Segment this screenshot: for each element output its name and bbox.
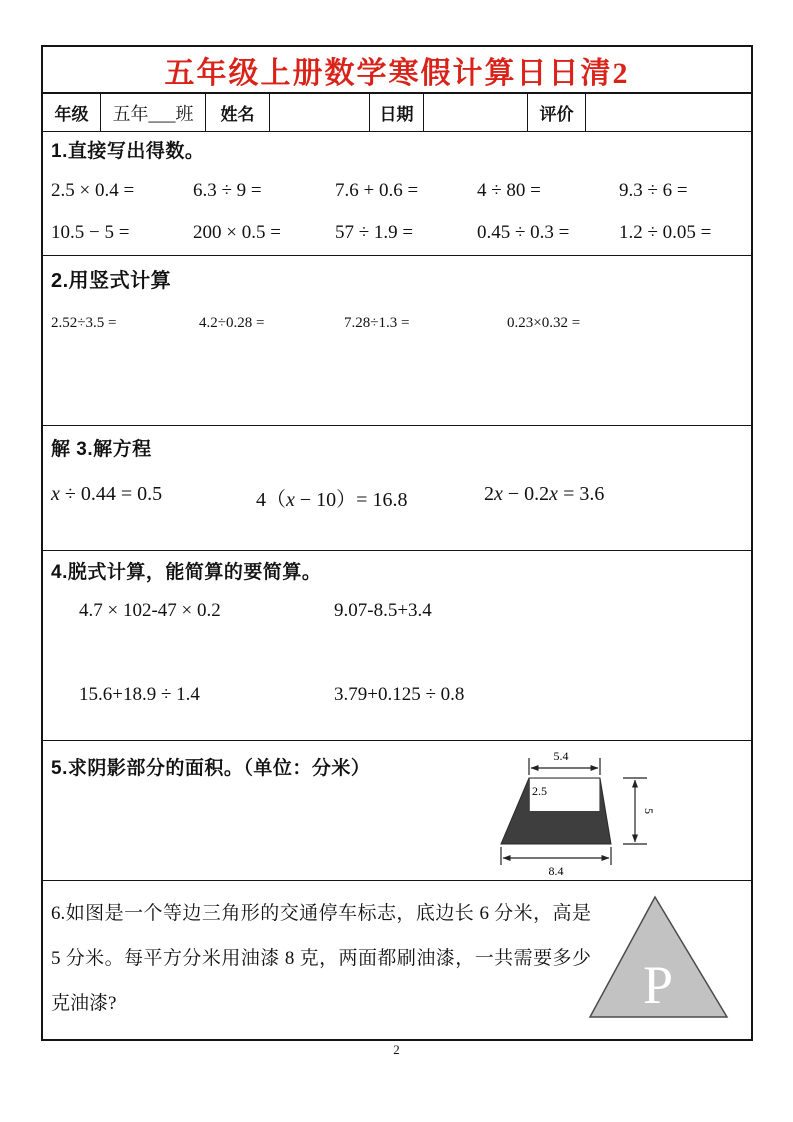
worksheet-table	[41, 45, 753, 1041]
problem: 6.3 ÷ 9 =	[193, 180, 262, 201]
expression: 3.79+0.125 ÷ 0.8	[334, 684, 465, 705]
problem: 10.5 − 5 =	[51, 222, 130, 243]
problem: 1.2 ÷ 0.05 =	[619, 222, 712, 243]
section-2-heading: 2.用竖式计算	[51, 270, 172, 292]
dim-label-top: 5.4	[553, 749, 569, 763]
section-3-equations	[43, 426, 751, 551]
section-6-triangle-problem	[43, 881, 751, 1039]
date-value-cell	[424, 94, 528, 131]
equation-text: − 0.2	[502, 483, 550, 505]
equation-text: ÷ 0.44 = 0.5	[59, 483, 163, 505]
equation	[51, 483, 256, 512]
equation-text: − 10）= 16.8	[294, 489, 408, 511]
equation-text: = 3.6	[558, 483, 605, 505]
parking-sign-figure	[586, 893, 736, 1025]
equation-variable: x	[51, 483, 60, 505]
section-4-row-2	[51, 684, 743, 706]
section-2-problems	[51, 315, 743, 332]
problem: 2.52÷3.5 =	[51, 315, 117, 331]
section-4-row-1	[51, 600, 743, 622]
dim-label-bottom: 8.4	[548, 864, 564, 878]
equation	[484, 483, 743, 512]
problem: 57 ÷ 1.9 =	[335, 222, 414, 243]
section-3-equation-row	[51, 483, 743, 512]
title-row	[43, 47, 751, 94]
equation-text: 4（	[256, 489, 286, 511]
expression: 15.6+18.9 ÷ 1.4	[79, 684, 200, 705]
section-3-heading: 解 3.解方程	[51, 439, 152, 460]
equation-variable: x	[549, 483, 559, 505]
page-number: 2	[393, 1042, 400, 1057]
expression: 9.07-8.5+3.4	[334, 600, 432, 621]
info-header-row	[43, 94, 751, 132]
eval-label: 评价	[528, 94, 586, 131]
section-1-direct-calc	[43, 132, 751, 256]
problem: 0.45 ÷ 0.3 =	[477, 222, 570, 243]
section-4-heading: 4.脱式计算，能简算的要简算。	[51, 562, 322, 583]
equation-text: 2	[484, 483, 494, 505]
sign-letter: P	[642, 955, 674, 1015]
trapezoid-figure	[495, 747, 690, 879]
name-label: 姓名	[206, 94, 270, 131]
equation-variable: x	[494, 483, 503, 505]
section-4-step-calc	[43, 551, 751, 741]
problem: 7.28÷1.3 =	[344, 315, 410, 331]
problem: 200 × 0.5 =	[193, 222, 281, 243]
grade-value: 五年___班	[101, 94, 206, 131]
dim-label-inner: 2.5	[532, 784, 547, 798]
problem: 9.3 ÷ 6 =	[619, 180, 688, 201]
section-1-row-2	[51, 222, 743, 244]
problem: 4.2÷0.28 =	[199, 315, 265, 331]
section-1-heading: 1.直接写出得数。	[51, 141, 205, 162]
section-5-heading: 5.求阴影部分的面积。（单位：分米）	[51, 758, 371, 779]
section-2-vertical-calc	[43, 256, 751, 426]
eval-value-cell	[586, 94, 751, 131]
section-1-row-1	[51, 180, 743, 202]
equation-variable: x	[286, 489, 295, 511]
name-value-cell	[270, 94, 370, 131]
expression: 4.7 × 102-47 × 0.2	[79, 600, 221, 621]
problem: 2.5 × 0.4 =	[51, 180, 135, 201]
problem: 7.6 + 0.6 =	[335, 180, 419, 201]
problem: 4 ÷ 80 =	[477, 180, 541, 201]
equation	[256, 483, 484, 512]
page-title: 五年级上册数学寒假计算日日清2	[164, 56, 630, 90]
date-label: 日期	[370, 94, 424, 131]
grade-label: 年级	[43, 94, 101, 131]
problem: 0.23×0.32 =	[507, 315, 581, 331]
section-6-text: 6.如图是一个等边三角形的交通停车标志，底边长 6 分米，高是 5 分米。每平方分米用油漆 8 克，两面都刷油漆，一共需要多少克油漆?	[51, 903, 591, 1014]
section-5-shaded-area	[43, 741, 751, 881]
dim-label-height: 5	[642, 808, 656, 814]
